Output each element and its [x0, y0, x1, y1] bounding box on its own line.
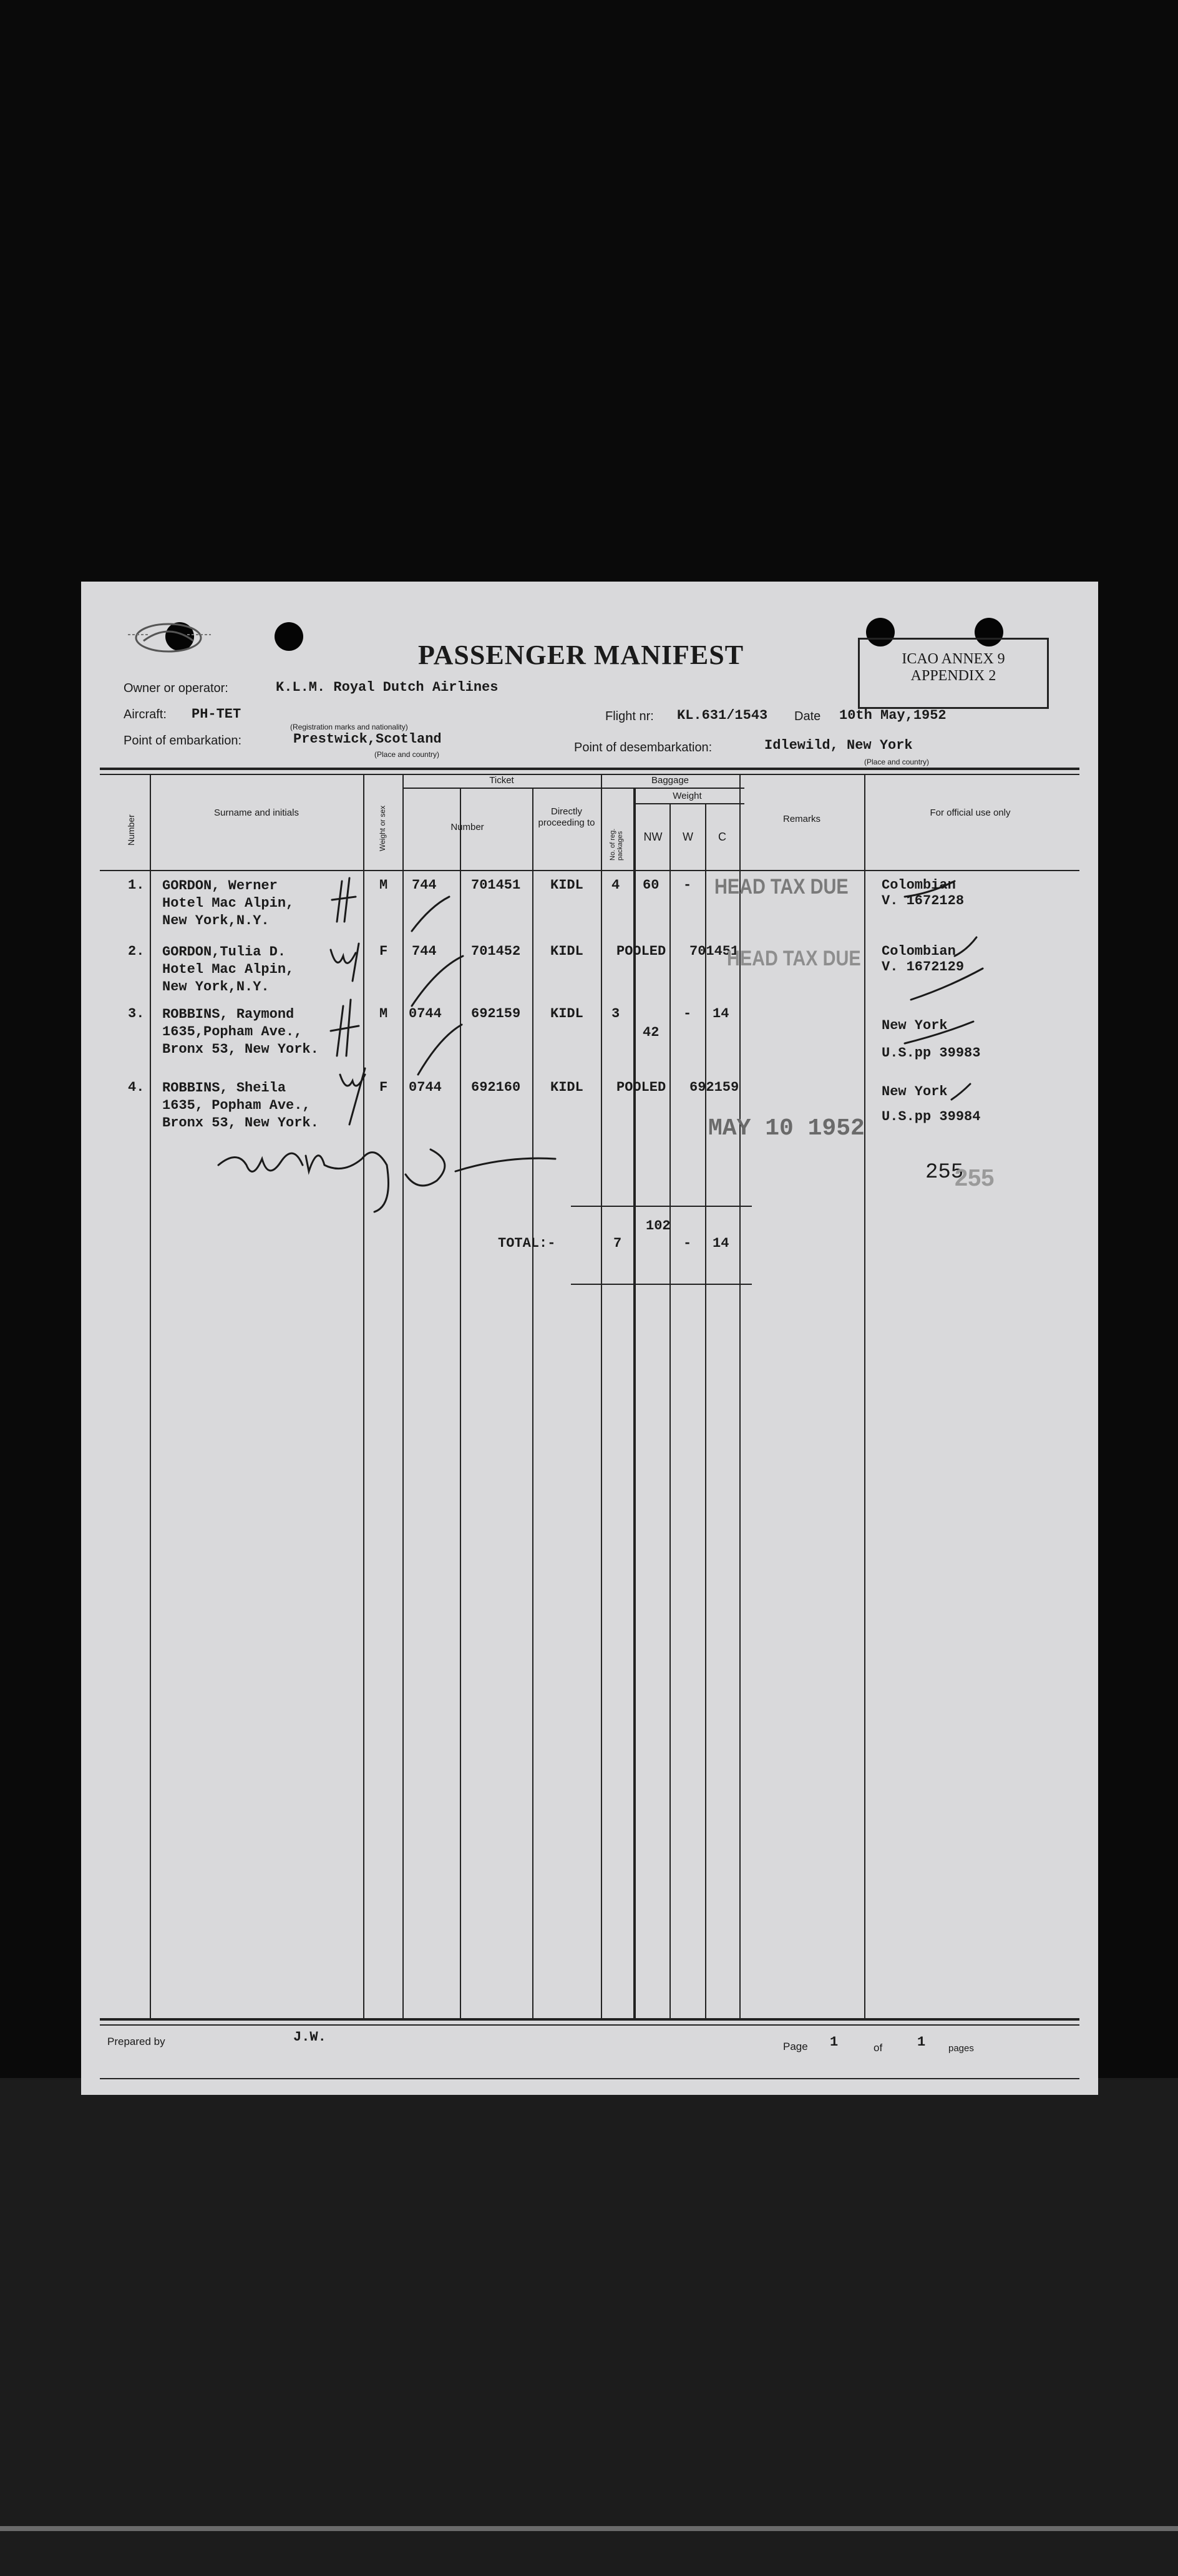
row-3-official-2: U.S.pp 39983 [882, 1045, 981, 1061]
row-3-name-line: ROBBINS, Raymond [162, 1007, 294, 1022]
row-1-w: - [683, 877, 692, 893]
table-bottom-rule [100, 2018, 1079, 2021]
header-c: C [718, 831, 726, 843]
annex-line-2: APPENDIX 2 [910, 668, 996, 684]
header-directly: Directly proceeding to [538, 806, 595, 828]
row-4-prefix: 0744 [409, 1080, 442, 1095]
totals-w: - [683, 1236, 692, 1251]
header-remarks: Remarks [782, 814, 820, 824]
header-weight-sex: Weight or sex [378, 805, 387, 851]
owner-label: Owner or operator: [124, 681, 228, 695]
row-2-official-2: V. 1672129 [882, 959, 965, 975]
page-title: PASSENGER MANIFEST [418, 640, 744, 670]
row-2-prefix: 744 [412, 944, 437, 959]
row-2-dest: KIDL [550, 944, 583, 959]
row-2-ticket: 701452 [471, 944, 521, 959]
handwriting-icon [81, 582, 1098, 1330]
row-4-address: 1635, Popham Ave., [162, 1098, 311, 1113]
row-1-address: Hotel Mac Alpin, [162, 895, 294, 911]
row-4-nw: 692159 [689, 1080, 739, 1095]
owner-value: K.L.M. Royal Dutch Airlines [276, 680, 499, 695]
row-3-official-1: New York [882, 1018, 948, 1033]
row-1-sex: M [379, 877, 388, 893]
header-packages: No. of reg. packages [609, 828, 624, 861]
manifest-sheet [81, 582, 1098, 2095]
row-4-number: 4. [128, 1080, 145, 1095]
row-3-address: 1635,Popham Ave., [162, 1024, 303, 1040]
header-w: W [683, 831, 693, 843]
row-2-address: Hotel Mac Alpin, [162, 962, 294, 977]
header-surname: Surname and initials [214, 807, 299, 818]
row-2-sex: F [379, 944, 388, 959]
flight-label: Flight nr: [605, 710, 654, 723]
row-4-ticket: 692160 [471, 1080, 521, 1095]
row-1-nw: 60 [643, 877, 660, 893]
prepared-value: J.W. [293, 2029, 326, 2045]
embark-value: Prestwick,Scotland [293, 731, 442, 747]
row-3-city: Bronx 53, New York. [162, 1042, 319, 1057]
totals-label: TOTAL:- [498, 1236, 556, 1251]
annex-line-1: ICAO ANNEX 9 [902, 651, 1005, 667]
row-1-official-2: V. 1672128 [882, 893, 965, 909]
disembark-value: Idlewild, New York [764, 738, 913, 753]
prepared-label: Prepared by [107, 2036, 165, 2047]
row-1-packages: 4 [611, 877, 620, 893]
disembark-label: Point of desembarkation: [574, 741, 713, 754]
row-3-c: 14 [713, 1006, 729, 1022]
row-3-w: - [683, 1006, 692, 1022]
totals-packages: 7 [613, 1236, 622, 1251]
row-2-nw: 701451 [689, 944, 739, 959]
row-2-city: New York,N.Y. [162, 979, 270, 995]
count-written: 255 [925, 1161, 964, 1184]
aircraft-label: Aircraft: [124, 708, 167, 721]
date-label: Date [794, 710, 821, 723]
head-tax-stamp-1: HEAD TAX DUE [714, 875, 849, 899]
row-4-dest: KIDL [550, 1080, 583, 1095]
row-4-official-2: U.S.pp 39984 [882, 1109, 981, 1125]
row-1-city: New York,N.Y. [162, 913, 270, 929]
header-number: Number [126, 814, 136, 846]
row-4-name-line: ROBBINS, Sheila [162, 1080, 286, 1096]
header-baggage: Baggage [651, 775, 689, 786]
row-1-number: 1. [128, 877, 145, 893]
page-value: 1 [830, 2034, 839, 2050]
row-2-number: 2. [128, 944, 145, 959]
header-nw: NW [643, 831, 663, 843]
row-3-ticket: 692159 [471, 1006, 521, 1022]
row-4-packages: POOLED [616, 1080, 666, 1095]
totals-nw: 102 [646, 1218, 671, 1234]
row-3-packages: 3 [611, 1006, 620, 1022]
aircraft-value: PH-TET [192, 706, 241, 722]
row-4-city: Bronx 53, New York. [162, 1115, 319, 1131]
row-1-name-line: GORDON, Werner [162, 878, 278, 894]
row-1-prefix: 744 [412, 877, 437, 893]
background-strip [0, 2526, 1178, 2531]
row-1-ticket: 701451 [471, 877, 521, 893]
count-stamp: 255 [955, 1165, 995, 1191]
row-3-dest: KIDL [550, 1006, 583, 1022]
date-value: 10th May,1952 [839, 708, 947, 723]
row-3-sex: M [379, 1006, 388, 1022]
row-2-name-line: GORDON,Tulia D. [162, 944, 286, 960]
disembark-note: (Place and country) [864, 758, 930, 766]
header-ticket-number: Number [450, 822, 484, 832]
totals-c: 14 [713, 1236, 729, 1251]
date-stamp: MAY 10 1952 [708, 1115, 865, 1142]
background-lower [0, 2078, 1178, 2576]
row-4-sex: F [379, 1080, 388, 1095]
row-3-prefix: 0744 [409, 1006, 442, 1022]
header-weight: Weight [673, 791, 702, 801]
flight-value: KL.631/1543 [677, 708, 768, 723]
row-2-packages: POOLED [616, 944, 666, 959]
row-3-number: 3. [128, 1006, 145, 1022]
aircraft-note: (Registration marks and nationality) [290, 723, 408, 731]
header-ticket: Ticket [489, 775, 514, 786]
pages-label: pages [948, 2043, 974, 2054]
row-2-official-1: Colombian [882, 944, 956, 959]
row-1-dest: KIDL [550, 877, 583, 893]
of-label: of [874, 2042, 883, 2054]
embark-note: (Place and country) [374, 750, 440, 759]
header-official: For official use only [930, 807, 1011, 818]
table-bottom-rule-2 [100, 2024, 1079, 2026]
footer-rule [100, 2078, 1079, 2079]
row-3-nw: 42 [643, 1025, 660, 1040]
page-label: Page [783, 2041, 808, 2052]
head-tax-stamp-2: HEAD TAX DUE [727, 947, 861, 970]
embark-label: Point of embarkation: [124, 734, 241, 748]
of-value: 1 [917, 2034, 926, 2050]
row-4-official-1: New York [882, 1084, 948, 1100]
row-1-official-1: Colombian [882, 877, 956, 893]
